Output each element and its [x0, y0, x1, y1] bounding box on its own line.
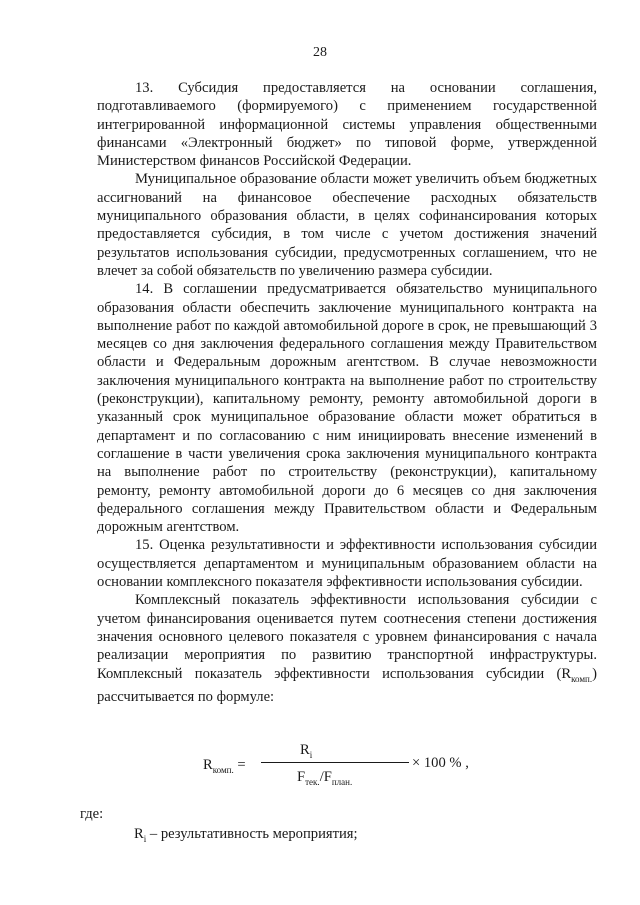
paragraph-14: 14. В соглашении предусматривается обязательство муниципального образования области обеспечить заключение муниципального контракта на выполнение работ по каждой автомобильной дороге в срок, не превышающий 3 месяцев со дня заключения федерального соглашения между Правительством области и Федеральным дорожным агентством. В случае невозможности заключения муниципального контракта на выполнение работ по строительству (реконструкции), капитальному ремонту, ремонту автомобильной дороги в указанный срок муниципальное образование области может обратиться в департамент и по согласованию с ним инициировать внесение изменений в соглашение в части увеличения срока заключения муниципального контракта на выполнение работ по строительству (реконструкции), капитальному ремонту, ремонту автомобильной дороги до 6 месяцев со дня заключения федерального соглашения между Правительством области и Федеральным дорожным агентством. — [97, 281, 597, 536]
definition-symbol-subscript: i — [143, 833, 147, 844]
document-body — [97, 79, 597, 706]
formula-denominator-sub2: план. — [331, 776, 353, 787]
formula-numerator — [300, 742, 312, 760]
complex-indicator-subscript: комп. — [571, 673, 593, 684]
definition-text: – результативность мероприятия; — [146, 826, 358, 842]
formula-numerator-symbol: R — [300, 742, 310, 758]
formula-denominator-f2: /F — [319, 769, 332, 785]
definition-symbol: R — [134, 826, 144, 842]
paragraph-complex-indicator — [97, 591, 597, 706]
paragraph-15: 15. Оценка результативности и эффективности использования субсидии осуществляется департаментом и муниципальным образованием области на основании комплексного показателя эффективности использования субсидии. — [97, 537, 597, 591]
formula-denominator-sub1: тек. — [305, 776, 320, 787]
formula-lhs-symbol: R — [203, 757, 213, 773]
formula-denominator — [297, 769, 352, 787]
paragraph-budget-increase: Муниципальное образование области может увеличить объем бюджетных ассигнований на финансовое обеспечение расходных обязательств муниципального образования области, в целях софинансирования которых предоставляется субсидия, в том числе с учетом достижения значений результатов использования субсидии, предусмотренных соглашением, что не влечет за собой обязательств по увеличению размера субсидии. — [97, 171, 597, 279]
formula-rhs: × 100 % , — [412, 755, 469, 771]
where-label: где: — [80, 806, 104, 822]
complex-indicator-text-end: ) рассчитывается по формуле: — [97, 665, 597, 705]
definition-ri — [134, 826, 358, 844]
efficiency-formula — [203, 742, 503, 798]
page-number: 28 — [313, 45, 327, 60]
formula-denominator-f1: F — [297, 769, 306, 785]
formula-lhs-subscript: комп. — [212, 764, 234, 775]
complex-indicator-text: Комплексный показатель эффективности использования субсидии с учетом финансирования оценивается путем соотнесения степени достижения значения основного целевого показателя с уровнем финансирования с начала реализации мероприятия по развитию транспортной инфраструктуры. Комплексный показатель эффективности использования субсидии (R — [97, 592, 597, 682]
formula-numerator-subscript: i — [309, 749, 313, 760]
fraction-bar — [261, 762, 409, 763]
formula-lhs — [203, 757, 246, 775]
formula-equals: = — [233, 757, 246, 773]
paragraph-13: 13. Субсидия предоставляется на основании соглашения, подготавливаемого (формируемого) с применением государственной интегрированной информационной системы управления общественными финансами «Электронный бюджет» по типовой форме, утвержденной Министерством финансов Российской Федерации. — [97, 80, 597, 170]
